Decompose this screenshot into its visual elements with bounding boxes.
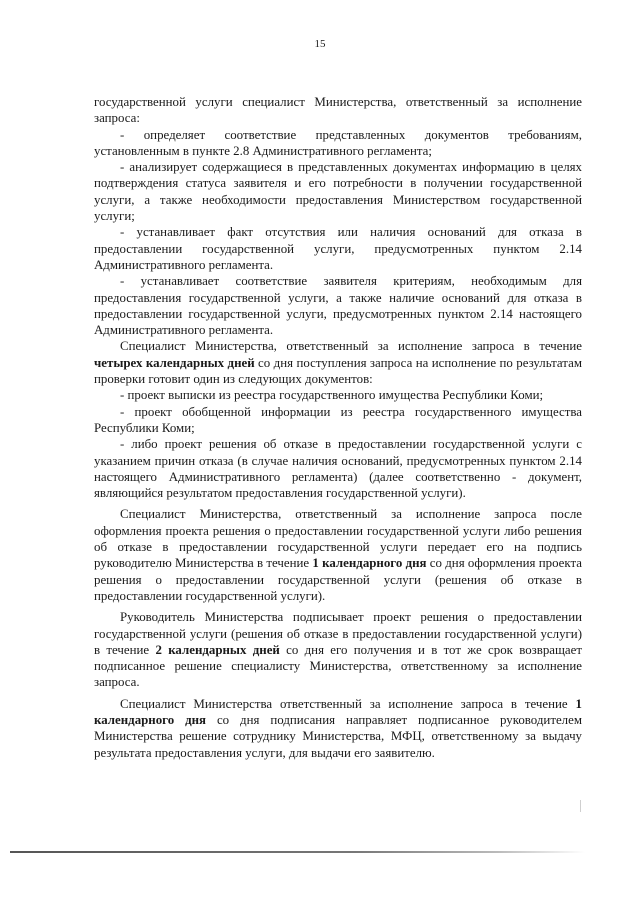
paragraph xyxy=(94,273,582,338)
bold-text: 1 календарного дня xyxy=(312,556,427,571)
text-run: - проект выписки из реестра государственного имущества Республики Коми; xyxy=(120,388,544,403)
paragraph xyxy=(94,159,582,224)
text-run: - проект обобщенной информации из реестра государственного имущества Республики Коми; xyxy=(94,404,582,435)
text-run: государственной услуги специалист Министерства, ответственный за исполнение запроса: xyxy=(94,95,582,126)
scan-artifact-line xyxy=(10,851,585,853)
paragraph xyxy=(94,506,582,604)
text-run: со дня поступления запроса на исполнение по результатам проверки готовит один из следующих документов: xyxy=(94,355,582,387)
paragraph xyxy=(94,436,582,501)
text-run: - определяет соответствие представленных документов требованиям, установленным в пункте 2.8 Административного регламента; xyxy=(94,127,582,158)
text-run: со дня подписания направляет подписанное руководителем Министерства решение сотруднику Министерства, МФЦ, ответственному за выдачу результата предоставления услуги, для выдачи его заявителю. xyxy=(94,712,582,760)
text-run: Руководитель Министерства подписывает проект решения о предоставлении государственной услуги (решения об отказе в предоставлении государственной услуги) в течение xyxy=(94,610,582,657)
text-run: - устанавливает соответствие заявителя критериям, необходимым для предоставления государственной услуги, а также наличие оснований для отказа в предоставлении государственной услуги, предусмотренных пунктом 2.14 настоящего Административного регламента. xyxy=(94,274,582,338)
text-run: - устанавливает факт отсутствия или наличия оснований для отказа в предоставлении государственной услуги, предусмотренных пунктом 2.14 Административного регламента. xyxy=(94,225,582,272)
text-run: со дня оформления проекта решения о предоставлении государственной услуги (решения об отказе в предоставлении государственной услуги). xyxy=(94,556,582,603)
paragraph xyxy=(94,94,582,127)
text-run: со дня его получения и в тот же срок возвращает подписанное решение специалисту Министерства, ответственному за исполнение запроса. xyxy=(94,642,582,690)
text-run: - либо проект решения об отказе в предоставлении государственной услуги с указанием причин отказа (в случае наличия оснований, предусмотренных пунктом 2.14 настоящего Административного регламента) (далее соответственно - документ, являющийся результатом предоставления государственной услуги). xyxy=(94,437,582,501)
paragraph xyxy=(94,609,582,690)
text-run: - анализирует содержащиеся в представленных документах информацию в целях подтверждения статуса заявителя и его потребности в получении государственной услуги, а также необходимости предоставления Министерством государственной услуги; xyxy=(94,160,582,224)
paragraph xyxy=(94,127,582,160)
paragraph xyxy=(94,696,582,761)
scan-mark xyxy=(580,800,581,812)
bold-text: 2 календарных дней xyxy=(155,642,280,657)
paragraph xyxy=(94,338,582,387)
text-run: Специалист Министерства ответственный за исполнение запроса в течение xyxy=(120,696,576,711)
page-number: 15 xyxy=(314,38,326,50)
paragraph xyxy=(94,387,582,403)
paragraph xyxy=(94,224,582,273)
bold-text: четырех календарных дней xyxy=(94,355,255,370)
paragraph xyxy=(94,404,582,437)
text-run: Специалист Министерства, ответственный за исполнение запроса в течение xyxy=(120,339,582,354)
bold-text: 1 календарного дня xyxy=(94,696,582,727)
text-run: Специалист Министерства, ответственный за исполнение запроса после оформления проекта решения о предоставлении государственной услуги либо решения об отказе в предоставлении государственной услуги передает его на подпись руководителю Министерства в течение xyxy=(94,507,582,571)
document-body xyxy=(94,94,582,761)
